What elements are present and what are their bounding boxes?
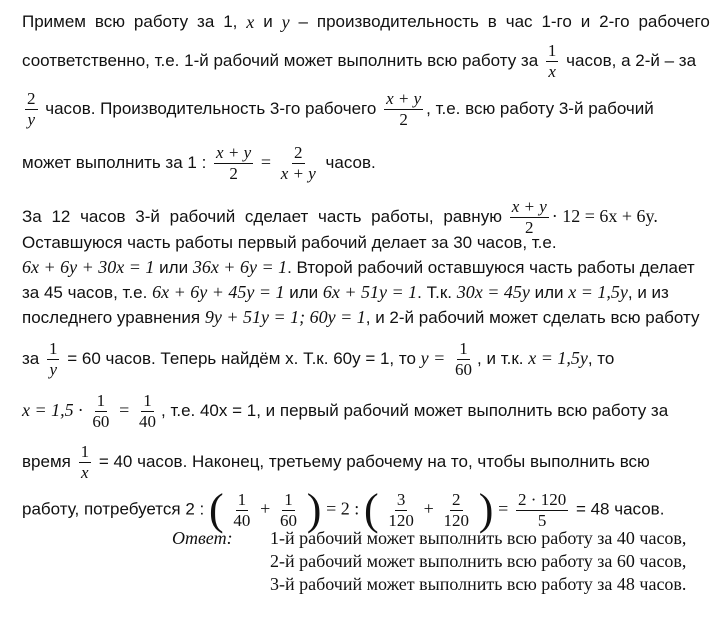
word: работу [133, 12, 189, 31]
text: , и 2-й рабочий может сделать всю работу [365, 308, 700, 327]
numerator: x + y [511, 197, 547, 216]
answer-line-1: 1-й рабочий может выполнить всю работу за 40 часов, [270, 528, 687, 548]
answer-line-3: 3-й рабочий может выполнить всю работу за 48 часов. [270, 574, 687, 594]
word: 1-го [541, 12, 572, 31]
math-expr: 6x + 6y + 45y = 1 [152, 282, 285, 302]
numerator: x + y [216, 143, 252, 162]
text: За 12 часов 3-й рабочий сделает часть работы, равную [22, 206, 502, 226]
fraction [231, 491, 252, 530]
text: время [22, 451, 71, 471]
denominator: y [27, 110, 36, 129]
fraction [510, 198, 549, 237]
denominator: y [49, 360, 57, 379]
fraction [79, 443, 92, 482]
word: рабочего [638, 12, 710, 31]
text: = 60 часов. Теперь найдём x. Т.к. 60y = 1, то [67, 348, 416, 368]
word: Примем [22, 12, 86, 31]
text-line-13 [22, 485, 710, 534]
text-line-6 [22, 233, 710, 253]
fraction [442, 491, 472, 530]
text-line-9 [22, 307, 710, 328]
numerator: 2 [452, 489, 461, 509]
numerator: 2 [294, 143, 303, 162]
text-line-4 [22, 144, 710, 183]
fraction [278, 491, 299, 530]
math-expr: x = 1,5 · [22, 399, 83, 420]
answer-line-2: 2-й рабочий может выполнить всю работу за 60 часов, [270, 551, 687, 571]
text: или [534, 283, 564, 302]
word: 1, [223, 12, 238, 31]
numerator: 2 [27, 89, 36, 108]
denominator: 120 [443, 510, 470, 530]
denominator: 120 [388, 510, 414, 530]
denominator: 5 [537, 510, 547, 530]
word: всю [94, 12, 125, 31]
numerator: 3 [396, 489, 406, 509]
equals-sign: = [260, 151, 271, 172]
text: = 48 часов. [575, 499, 665, 519]
word: и [263, 12, 273, 31]
plus-sign: + [260, 498, 271, 519]
text-line-10 [22, 340, 710, 379]
denominator: 40 [139, 412, 156, 431]
numerator: 1 [143, 391, 152, 410]
math-expr: 36x + 6y = 1 [192, 257, 288, 277]
fraction [137, 392, 158, 431]
text-line-12 [22, 443, 710, 482]
math-expr: = 2 : [326, 498, 360, 519]
text: . Т.к. [417, 283, 453, 302]
text-line-2 [22, 42, 710, 81]
denominator: 60 [92, 412, 110, 431]
numerator: 1 [80, 442, 90, 461]
text-line-7 [22, 257, 710, 278]
numerator: 1 [237, 489, 247, 509]
math-expr: 6x + 51y = 1 [322, 282, 418, 302]
math-var: y [281, 12, 290, 32]
text: часов. Производительность 3-го рабочего [45, 98, 377, 118]
right-paren: ) [478, 485, 494, 534]
fraction [47, 340, 60, 379]
text-line-5 [22, 198, 710, 237]
text-line-8 [22, 282, 710, 303]
word: и [580, 12, 591, 31]
denominator: 2 [229, 164, 238, 183]
word: – [298, 12, 308, 31]
math-expr: 6x + 6y + 30x = 1 [22, 257, 155, 277]
numerator: x + y [386, 89, 422, 108]
denominator: 60 [279, 510, 297, 530]
numerator: 1 [96, 391, 106, 410]
answer-label: Ответ: [172, 528, 233, 548]
math-expr: x = 1,5y [528, 347, 588, 368]
math-expr: · 12 = 6x + 6y. [551, 205, 658, 226]
equals-sign: = [498, 498, 509, 519]
denominator: x [81, 463, 89, 482]
fraction [453, 340, 474, 379]
text: Оставшуюся часть работы первый рабочий делает за 30 часов, т.е. [22, 233, 557, 252]
fraction [546, 42, 559, 81]
text: , т.е. всю работу 3-й рабочий [426, 98, 654, 118]
numerator: 1 [459, 339, 468, 358]
text-line-11 [22, 392, 710, 431]
word: час [505, 12, 533, 31]
numerator: 1 [547, 41, 557, 60]
text: соответственно, т.е. 1-й рабочий может выполнить всю работу за [22, 50, 539, 70]
text: за [22, 348, 40, 368]
word: за [197, 12, 215, 31]
math-var: x [246, 12, 255, 32]
denominator: 60 [455, 360, 473, 379]
text: , то [587, 348, 615, 368]
text: , и из [627, 283, 669, 302]
text: может выполнить за 1 : [22, 152, 207, 172]
text: последнего уравнения [22, 308, 201, 327]
fraction [214, 144, 253, 183]
fraction [279, 144, 318, 183]
word: производительность [316, 12, 479, 31]
numerator: 2 · 120 [518, 489, 567, 509]
text: = 40 часов. Наконец, третьему рабочему на то, чтобы выполнить всю [98, 451, 650, 471]
text-line-3 [22, 90, 710, 129]
math-expr: 30x = 45y [456, 282, 530, 302]
math-expr: 9y + 51y = 1; 60y = 1 [204, 307, 366, 327]
text: часов, а 2-й – за [566, 50, 697, 70]
fraction [516, 491, 568, 530]
denominator: 2 [399, 110, 408, 129]
math-expr: x = 1,5y [568, 282, 628, 302]
numerator: 1 [48, 339, 58, 358]
text: или [289, 283, 319, 302]
left-paren: ( [364, 485, 379, 534]
plus-sign: + [423, 498, 434, 519]
denominator: 2 [524, 218, 534, 237]
fraction [90, 392, 111, 431]
text: часов. [325, 152, 376, 172]
text: , т.е. 40x = 1, и первый рабочий может выполнить всю работу за [161, 400, 669, 420]
numerator: 1 [284, 489, 293, 509]
word: 2-го [599, 12, 630, 31]
text: или [159, 258, 189, 277]
equals-sign: = [119, 399, 130, 420]
text: . Второй рабочий оставшуюся часть работы делает [287, 258, 695, 277]
fraction [386, 491, 416, 530]
text: , и т.к. [477, 348, 524, 368]
left-paren: ( [208, 485, 224, 534]
denominator: x + y [280, 164, 316, 183]
fraction [25, 90, 38, 129]
text: за 45 часов, т.е. [22, 283, 148, 302]
text: работу, потребуется 2 : [22, 499, 205, 519]
denominator: x [548, 62, 556, 81]
math-expr: y = [420, 347, 446, 368]
fraction [384, 90, 423, 129]
text-line-1 [22, 12, 710, 32]
right-paren: ) [306, 485, 322, 534]
denominator: 40 [233, 510, 251, 530]
word: в [487, 12, 497, 31]
